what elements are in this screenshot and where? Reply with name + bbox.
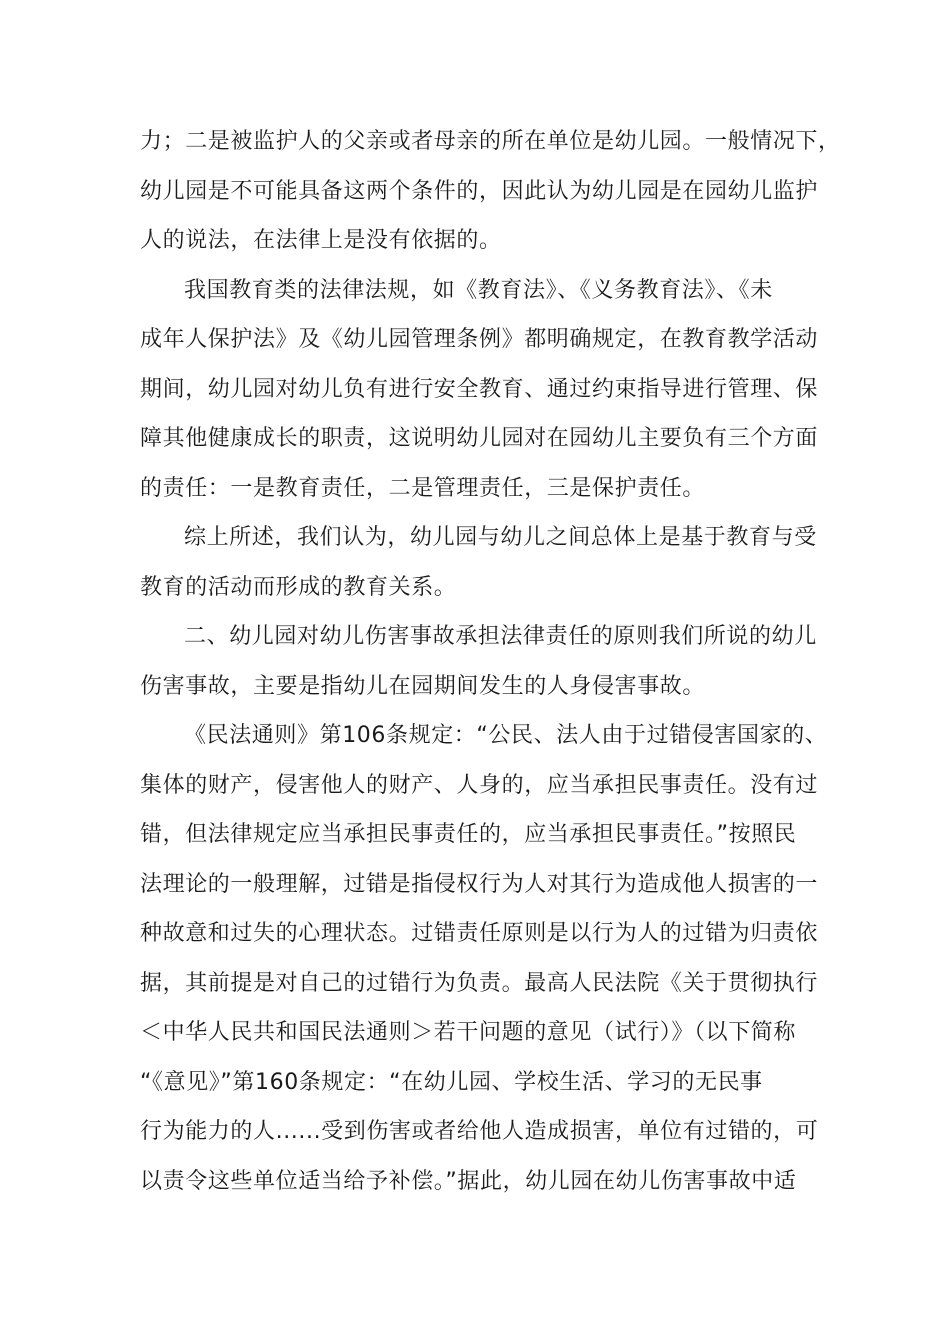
text-line: 以责令这些单位适当给予补偿。”据此，幼儿园在幼儿伤害事故中适 bbox=[140, 1168, 797, 1194]
text-line: 成年人保护法》及《幼儿园管理条例》都明确规定，在教育教学活动 bbox=[140, 327, 819, 352]
text-line: 力；二是被监护人的父亲或者母亲的所在单位是幼儿园。一般情况下， bbox=[140, 129, 841, 154]
text-line: 种故意和过失的心理状态。过错责任原则是以行为人的过错为归责依 bbox=[140, 921, 819, 946]
text-line: 据，其前提是对自己的过错行为负责。最高人民法院《关于贯彻执行 bbox=[140, 970, 819, 996]
text-line: “《意见》”第160条规定：“在幼儿园、学校生活、学习的无民事 bbox=[140, 1069, 763, 1095]
text-line: 错，但法律规定应当承担民事责任的，应当承担民事责任。”按照民 bbox=[140, 822, 797, 847]
text-line: 期间，幼儿园对幼儿负有进行安全教育、通过约束指导进行管理、保 bbox=[140, 376, 819, 402]
text-line: 教育的活动而形成的教育关系。 bbox=[140, 574, 457, 600]
document-body bbox=[140, 117, 841, 1206]
paragraph-start-line: 《民法通则》第106条规定：“公民、法人由于过错侵害国家的、 bbox=[184, 723, 828, 748]
text-line: 伤害事故，主要是指幼儿在园期间发生的人身侵害事故。 bbox=[140, 673, 706, 699]
text-line: 人的说法，在法律上是没有依据的。 bbox=[140, 228, 502, 253]
paragraph-start-line: 我国教育类的法律法规，如《教育法》、《义务教育法》、《未 bbox=[184, 277, 773, 303]
text-line: 行为能力的人......受到伤害或者给他人造成损害，单位有过错的，可 bbox=[140, 1119, 819, 1144]
text-line: 的责任：一是教育责任，二是管理责任，三是保护责任。 bbox=[140, 475, 706, 501]
paragraph-start-line: 综上所述，我们认为，幼儿园与幼儿之间总体上是基于教育与受 bbox=[184, 525, 817, 550]
text-line: ＜中华人民共和国民法通则＞若干问题的意见（试行）》（以下简称 bbox=[140, 1020, 797, 1045]
text-line: 法理论的一般理解，过错是指侵权行为人对其行为造成他人损害的一 bbox=[140, 871, 819, 897]
text-line: 集体的财产，侵害他人的财产、人身的，应当承担民事责任。没有过 bbox=[140, 772, 819, 798]
text-line: 障其他健康成长的职责，这说明幼儿园对在园幼儿主要负有三个方面 bbox=[140, 426, 819, 451]
section-heading-line: 二、幼儿园对幼儿伤害事故承担法律责任的原则我们所说的幼儿 bbox=[184, 624, 817, 649]
text-line: 幼儿园是不可能具备这两个条件的，因此认为幼儿园是在园幼儿监护 bbox=[140, 178, 819, 204]
